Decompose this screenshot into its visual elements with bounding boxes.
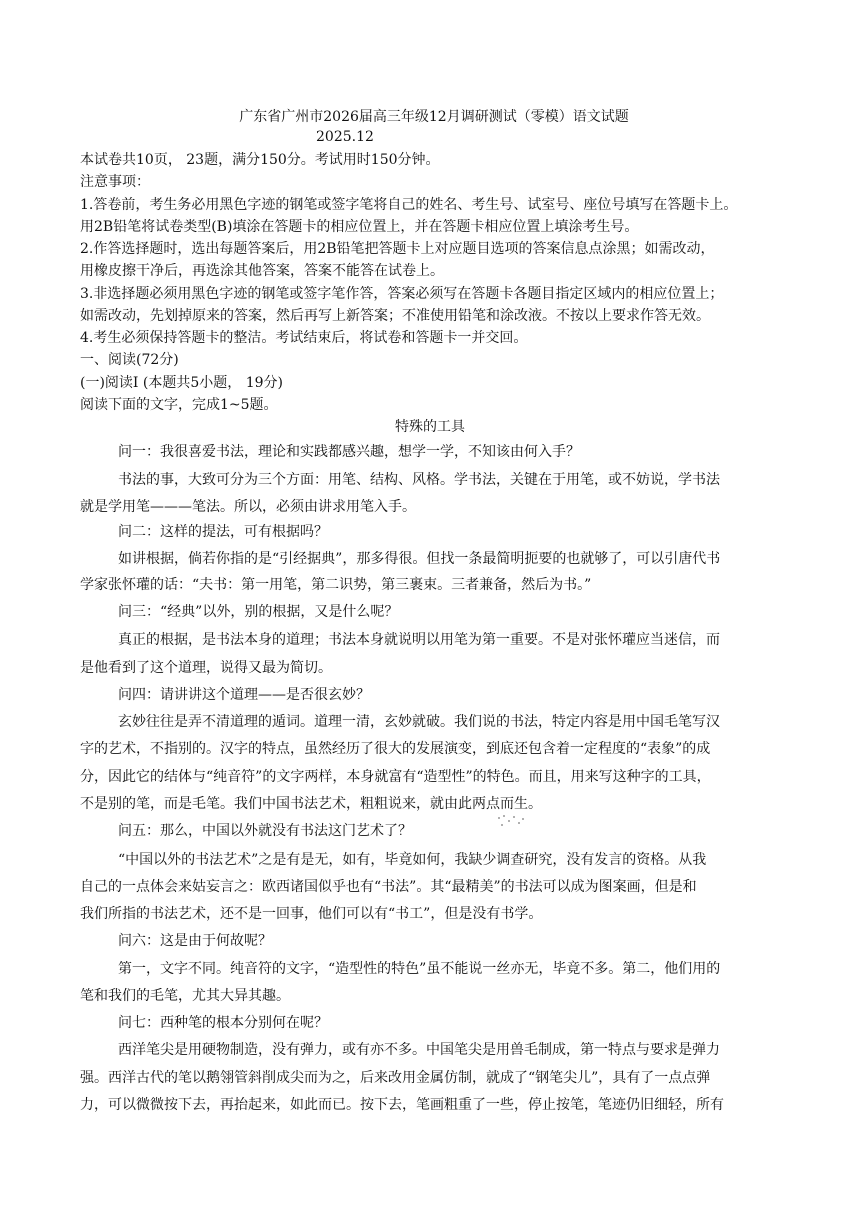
notice-line: 如需改动，先划掉原来的答案，然后再写上新答案；不准使用铅笔和涂改液。不按以上要求作答无效。 xyxy=(80,308,710,324)
body-line: 问二：这样的提法，可有根据吗？ xyxy=(118,524,328,540)
body-line: 力，可以微微按下去，再抬起来，如此而已。按下去，笔画粗重了一些，停止按笔，笔迹仍旧细轻，所有 xyxy=(80,1097,724,1113)
body-line: 问一：我很喜爱书法，理论和实践都感兴趣，想学一学，不知该由何入手？ xyxy=(118,444,580,460)
body-line: 是他看到了这个道理，说得又最为简切。 xyxy=(80,660,332,676)
exam-date: 2025.12 xyxy=(316,129,374,145)
body-line: 真正的根据，是书法本身的道理；书法本身就说明以用笔为第一重要。不是对张怀瓘应当迷信，而 xyxy=(118,632,720,648)
subsection-heading: (一)阅读Ⅰ (本题共5小题， 19分) xyxy=(80,375,283,391)
body-line: 自己的一点体会来姑妄言之：欧西诸国似乎也有“书法”。其“最精美”的书法可以成为图案画，但是和 xyxy=(80,879,697,895)
body-line: 字的艺术，不指别的。汉字的特点，虽然经历了很大的发展演变，到底还包含着一定程度的“表象”的成 xyxy=(80,741,711,757)
body-line: 强。西洋古代的笔以鹅翎管斜削成尖而为之，后来改用金属仿制，就成了“钢笔尖儿”，具有了一点点弹 xyxy=(80,1070,711,1086)
notice-line: 4.考生必须保持答题卡的整洁。考试结束后，将试卷和答题卡一并交回。 xyxy=(80,330,528,346)
notice-line: 1.答卷前，考生务必用黑色字迹的钢笔或签字笔将自己的姓名、考生号、试室号、座位号填写在答题卡上。 xyxy=(80,197,738,213)
body-line: 问七：西种笔的根本分别何在呢？ xyxy=(118,1015,328,1031)
body-line: 问五：那么，中国以外就没有书法这门艺术了？ xyxy=(118,823,412,839)
body-line: 问四：请讲讲这个道理——是否很玄妙？ xyxy=(118,687,370,703)
notice-line: 用2B铅笔将试卷类型(B)填涂在答题卡的相应位置上，并在答题卡相应位置上填涂考生号。 xyxy=(80,219,639,235)
body-line: 玄妙往往是弄不清道理的遁词。道理一清，玄妙就破。我们说的书法，特定内容是用中国毛笔写汉 xyxy=(118,714,720,730)
body-line: “中国以外的书法艺术”之是有是无，如有，毕竟如何，我缺少调查研究，没有发言的资格。从我 xyxy=(118,852,707,868)
scan-speckle xyxy=(496,814,526,828)
body-line: 分，因此它的结体与“纯音符”的文字两样，本身就富有“造型性”的特色。而且，用来写这种字的工具， xyxy=(80,769,711,785)
exam-title: 广东省广州市2026届高三年级12月调研测试（零模）语文试题 xyxy=(239,109,629,125)
notice-line: 2.作答选择题时，选出每题答案后，用2B铅笔把答题卡上对应题目选项的答案信息点涂黑；如需改动， xyxy=(80,241,715,257)
body-line: 就是学用笔———笔法。所以，必须由讲求用笔入手。 xyxy=(80,499,416,515)
body-line: 第一，文字不同。纯音符的文字，“造型性的特色”虽不能说一丝亦无，毕竟不多。第二，他们用的 xyxy=(118,961,721,977)
notice-line: 3.非选择题必须用黑色字迹的钢笔或签字笔作答，答案必须写在答题卡各题目指定区域内的相应位置上； xyxy=(80,286,724,302)
article-title: 特殊的工具 xyxy=(395,419,465,435)
body-line: 笔和我们的毛笔，尤其大异其趣。 xyxy=(80,988,290,1004)
body-line: 问三：“经典”以外，别的根据，又是什么呢？ xyxy=(118,604,399,620)
reading-instruction: 阅读下面的文字，完成1~5题。 xyxy=(80,397,278,413)
notice-heading: 注意事项： xyxy=(80,174,150,190)
body-line: 问六：这是由于何故呢？ xyxy=(118,933,272,949)
notice-line: 用橡皮擦干净后，再选涂其他答案，答案不能答在试卷上。 xyxy=(80,263,444,279)
body-line: 不是别的笔，而是毛笔。我们中国书法艺术，粗粗说来，就由此两点而生。 xyxy=(80,796,542,812)
section-heading: 一、阅读(72分) xyxy=(80,352,179,368)
body-line: 我们所指的书法艺术，还不是一回事，他们可以有“书工”，但是没有书学。 xyxy=(80,906,543,922)
body-line: 西洋笔尖是用硬物制造，没有弹力，或有亦不多。中国笔尖是用兽毛制成，第一特点与要求是弹力 xyxy=(118,1042,720,1058)
body-line: 如讲根据，倘若你指的是“引经据典”，那多得很。但找一条最简明扼要的也就够了，可以引唐代书 xyxy=(118,551,721,567)
intro-line: 本试卷共10页， 23题，满分150分。考试用时150分钟。 xyxy=(80,152,440,168)
body-line: 学家张怀瓘的话：“夫书：第一用笔，第二识势，第三裹束。三者兼备，然后为书。” xyxy=(80,577,592,593)
body-line: 书法的事，大致可分为三个方面：用笔、结构、风格。学书法，关键在于用笔，或不妨说，学书法 xyxy=(118,472,720,488)
